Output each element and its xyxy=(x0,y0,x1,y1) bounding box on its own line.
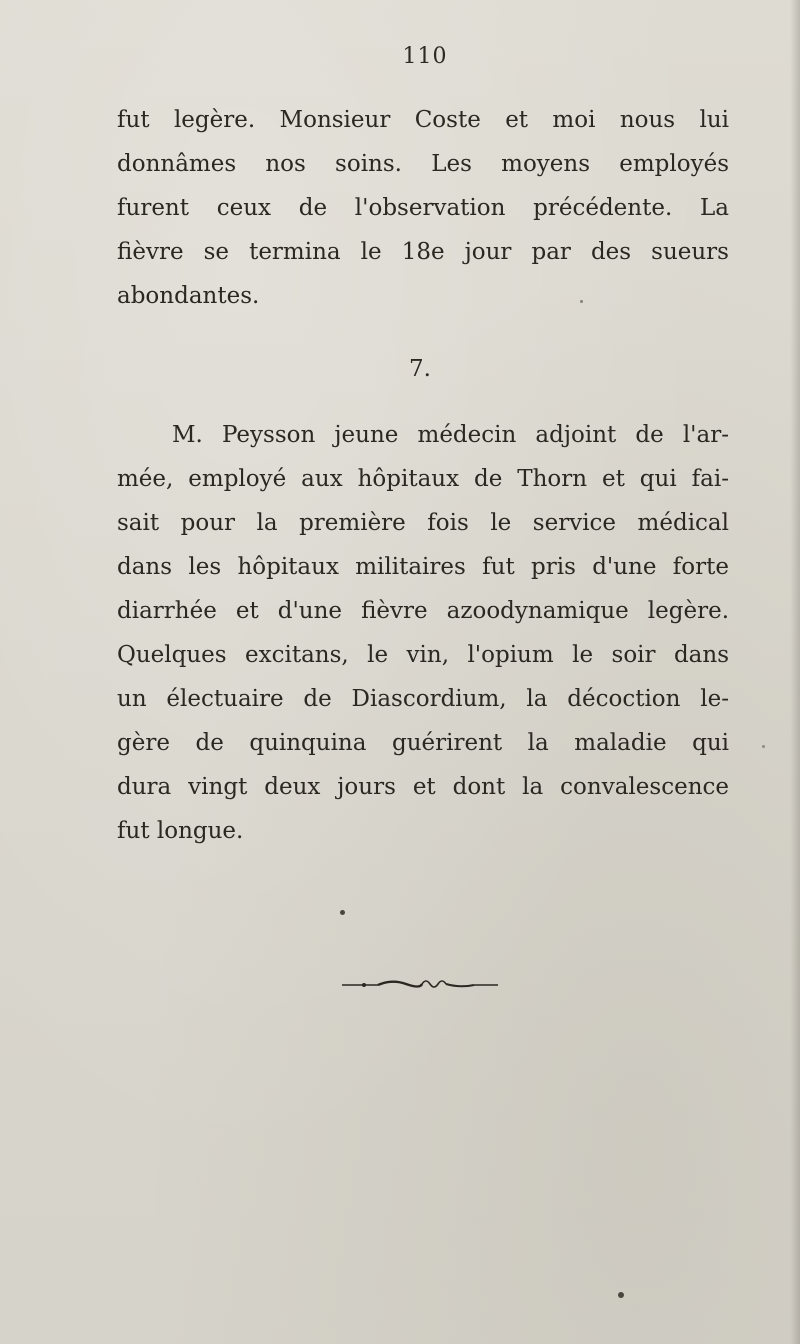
paper-speck xyxy=(340,910,345,915)
paragraph-line: donnâmes nos soins. Les moyens employés xyxy=(117,151,729,177)
paper-speck xyxy=(618,1292,624,1298)
section-number: 7. xyxy=(409,356,431,382)
paragraph-line: dans les hôpitaux militaires fut pris d'une forte xyxy=(117,554,729,580)
paragraph-line: diarrhée et d'une fièvre azoodynamique legère. xyxy=(117,598,729,624)
tailpiece-ornament-icon xyxy=(340,976,500,992)
paragraph-line: dura vingt deux jours et dont la convalescence xyxy=(117,774,729,800)
page-number: 110 xyxy=(402,44,448,69)
paragraph-1 xyxy=(117,98,729,318)
paper-speck xyxy=(580,300,583,303)
paragraph-line: un électuaire de Diascordium, la décoction le- xyxy=(117,686,729,712)
paragraph-line: fièvre se termina le 18e jour par des sueurs xyxy=(117,239,729,265)
paragraph-line: fut longue. xyxy=(117,818,244,844)
paragraph-line: mée, employé aux hôpitaux de Thorn et qui fai- xyxy=(117,466,729,492)
paragraph-line: gère de quinquina guérirent la maladie qui xyxy=(117,730,729,756)
paragraph-line: abondantes. xyxy=(117,283,260,309)
paper-speck xyxy=(762,745,765,748)
paragraph-line: fut legère. Monsieur Coste et moi nous lui xyxy=(117,107,729,133)
paragraph-2 xyxy=(117,413,729,853)
paragraph-line: furent ceux de l'observation précédente. La xyxy=(117,195,729,221)
paragraph-line: M. Peysson jeune médecin adjoint de l'ar- xyxy=(172,422,729,448)
paragraph-line: Quelques excitans, le vin, l'opium le soir dans xyxy=(117,642,729,668)
page-edge-shadow xyxy=(790,0,800,1344)
paragraph-line: sait pour la première fois le service médical xyxy=(117,510,729,536)
